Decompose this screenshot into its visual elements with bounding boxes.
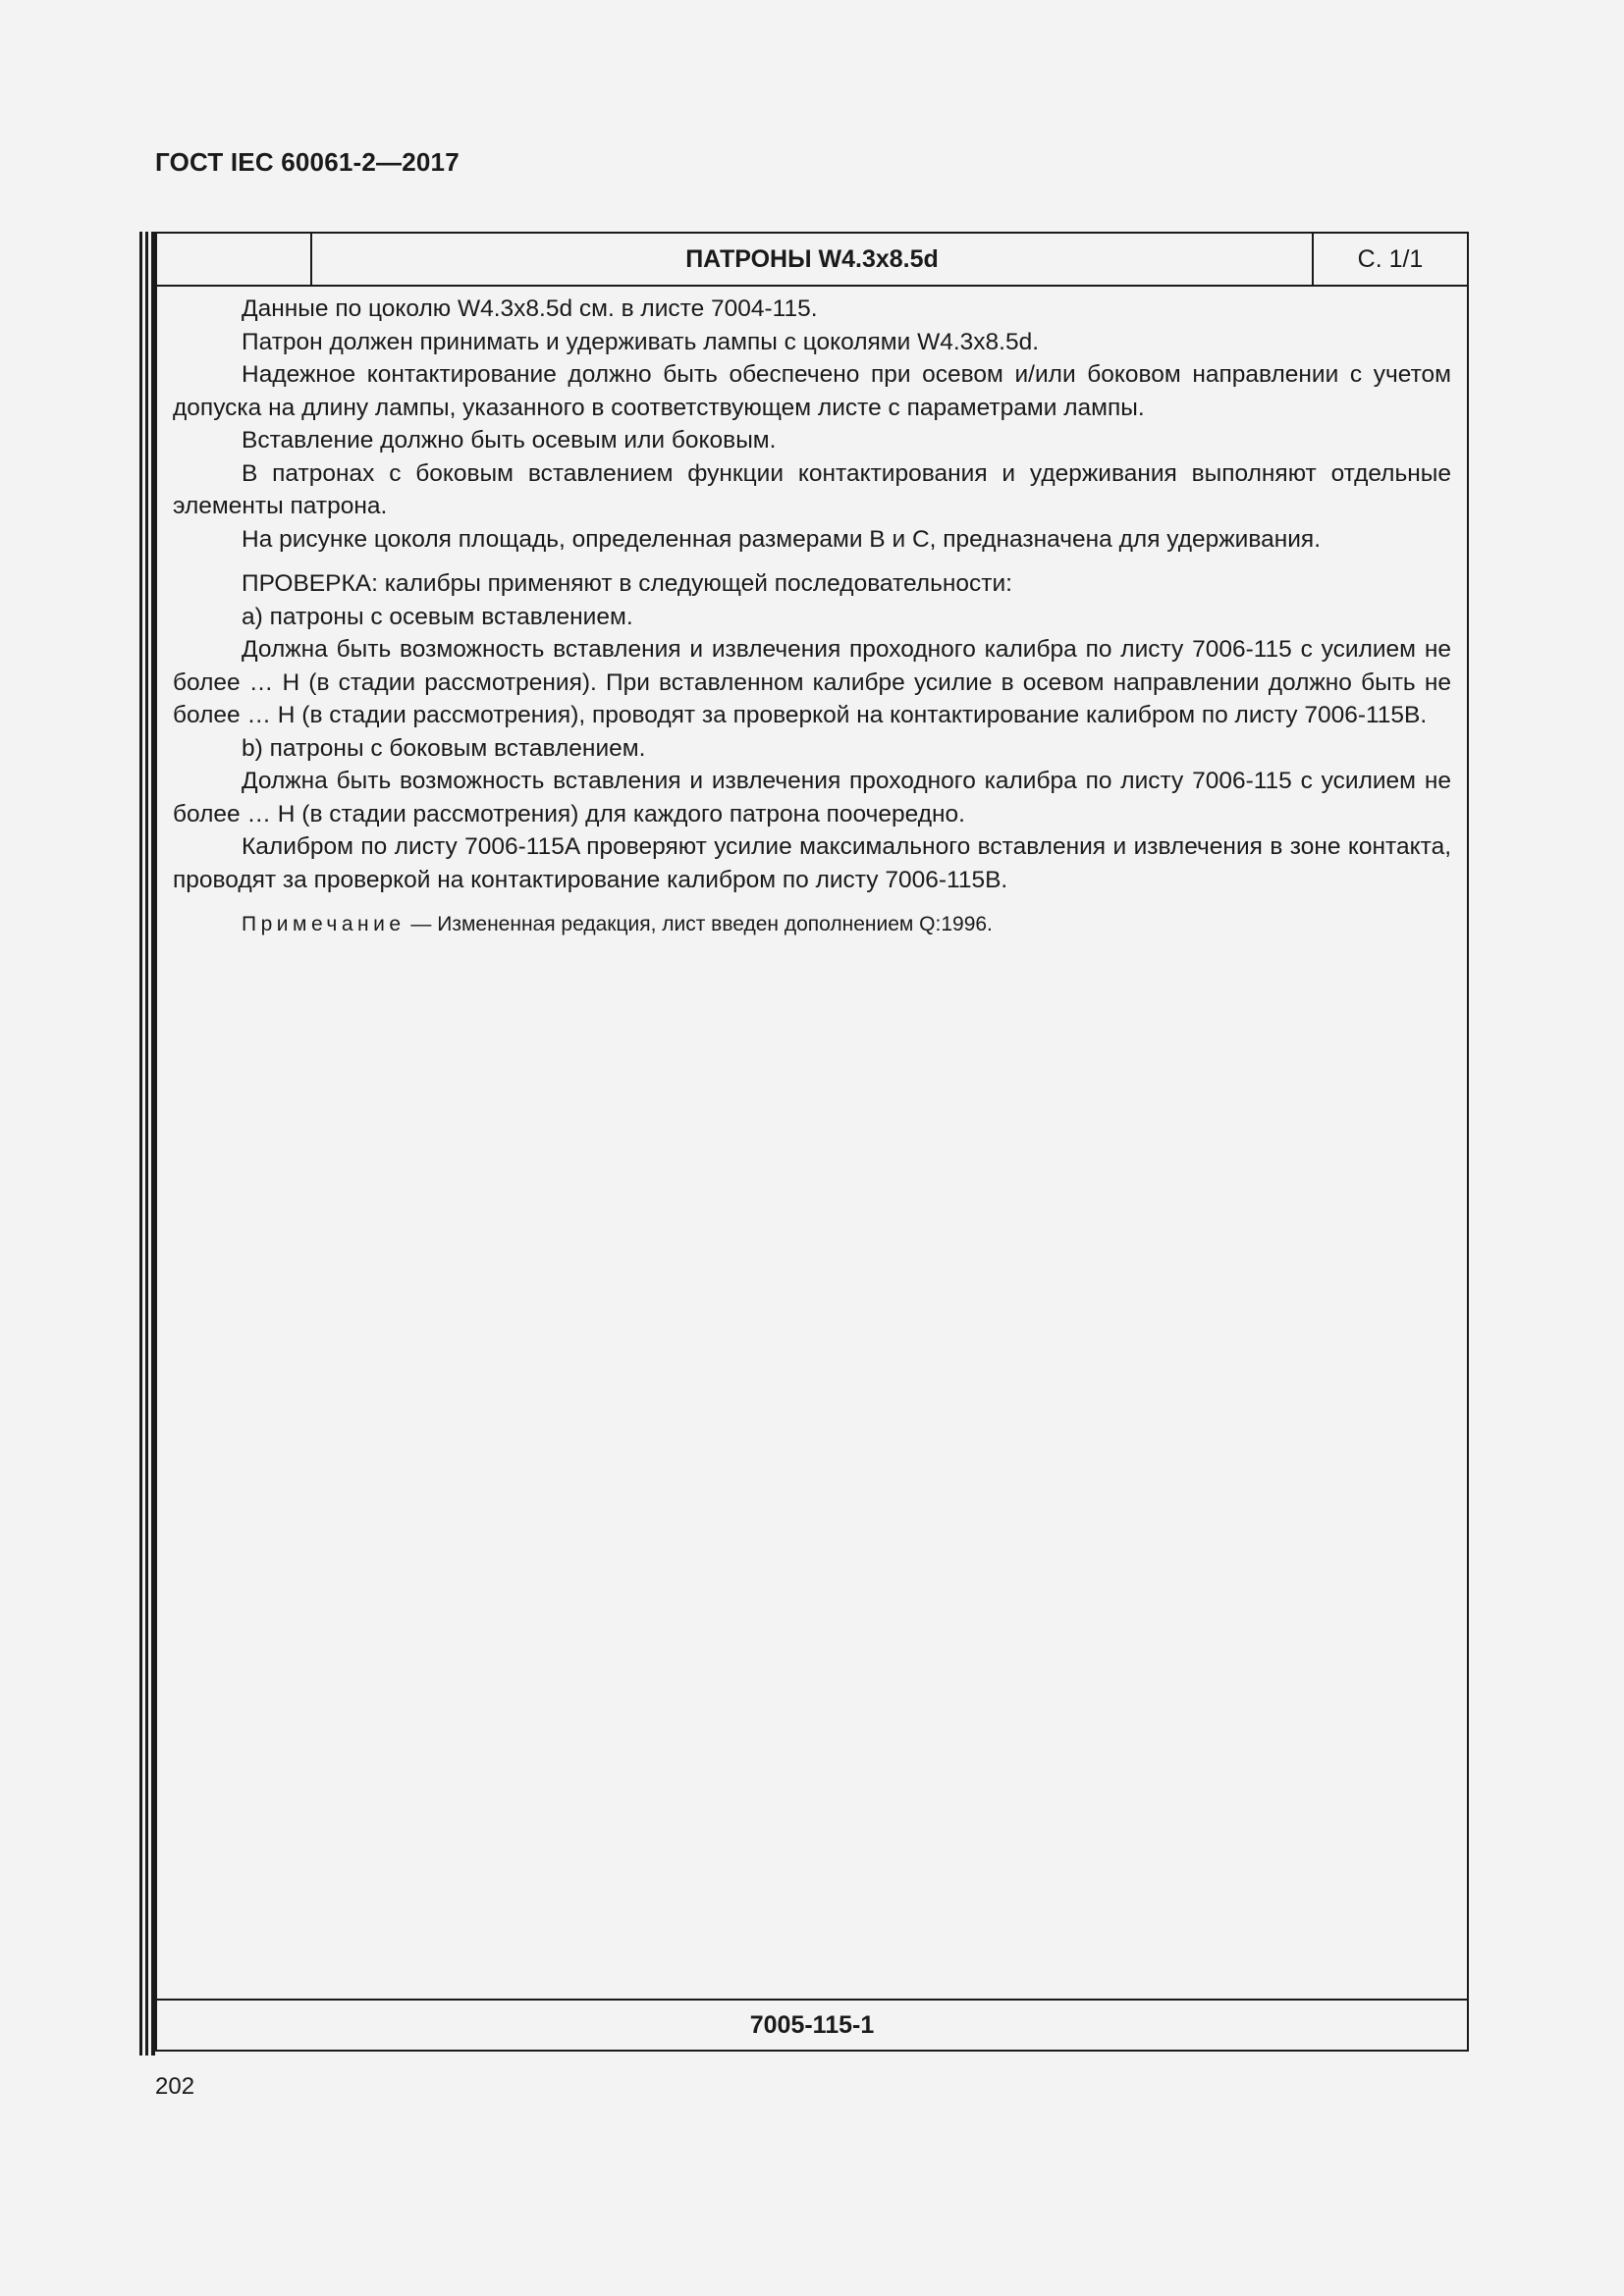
sheet-title: ПАТРОНЫ W4.3x8.5d: [312, 234, 1314, 285]
sheet-code: 7005-115-1: [157, 1999, 1467, 2050]
title-empty-cell: [157, 234, 312, 285]
sheet-page-label: С. 1/1: [1357, 244, 1424, 273]
paragraph: На рисунке цоколя площадь, определенная размерами B и C, предназначена для удерживания.: [242, 525, 1321, 553]
paragraph: а) патроны с осевым вставлением.: [242, 603, 633, 630]
paragraph: Калибром по листу 7006-115A проверяют усилие максимального вставления и извлечения в зоне контакта, проводят за проверкой на контактирование калибром по листу 7006-115B.: [173, 833, 1451, 893]
paragraph: b) патроны с боковым вставлением.: [242, 734, 646, 762]
note-text: — Измененная редакция, лист введен дополнением Q:1996.: [405, 913, 993, 935]
sheet-frame: [155, 232, 1469, 2052]
title-row: [157, 234, 1467, 287]
paragraph: Вставление должно быть осевым или боковым.: [242, 427, 777, 454]
paragraph: ПРОВЕРКА: калибры применяют в следующей последовательности:: [242, 570, 1012, 597]
paragraph: Надежное контактирование должно быть обеспечено при осевом и/или боковом направлении с учетом допуска на длину лампы, указанного в соответствующем листе с параметрами лампы.: [173, 361, 1451, 421]
note: [173, 908, 1451, 941]
paragraph: Должна быть возможность вставления и извлечения проходного калибра по листу 7006-115 с усилием не более … Н (в стадии рассмотрения) для каждого патрона поочередно.: [173, 768, 1451, 828]
paragraph: Должна быть возможность вставления и извлечения проходного калибра по листу 7006-115 с усилием не более … Н (в стадии рассмотрения). При вставленном калибре усилие в осевом направлении должно быть не более … Н (в стадии рассмотрения), проводят за проверкой на контактирование калибром по листу 7006-115B.: [173, 636, 1451, 728]
paragraph: Патрон должен принимать и удерживать лампы с цоколями W4.3x8.5d.: [242, 328, 1040, 355]
note-label: Примечание: [242, 913, 406, 935]
paragraph: В патронах с боковым вставлением функции контактирования и удерживания выполняют отдельные элементы патрона.: [173, 459, 1451, 519]
page-number: 202: [155, 2073, 195, 2100]
paragraph: Данные по цоколю W4.3x8.5d см. в листе 7004-115.: [242, 295, 818, 322]
document-header: ГОСТ IEC 60061-2—2017: [155, 147, 460, 177]
sheet-content: [173, 293, 1451, 941]
